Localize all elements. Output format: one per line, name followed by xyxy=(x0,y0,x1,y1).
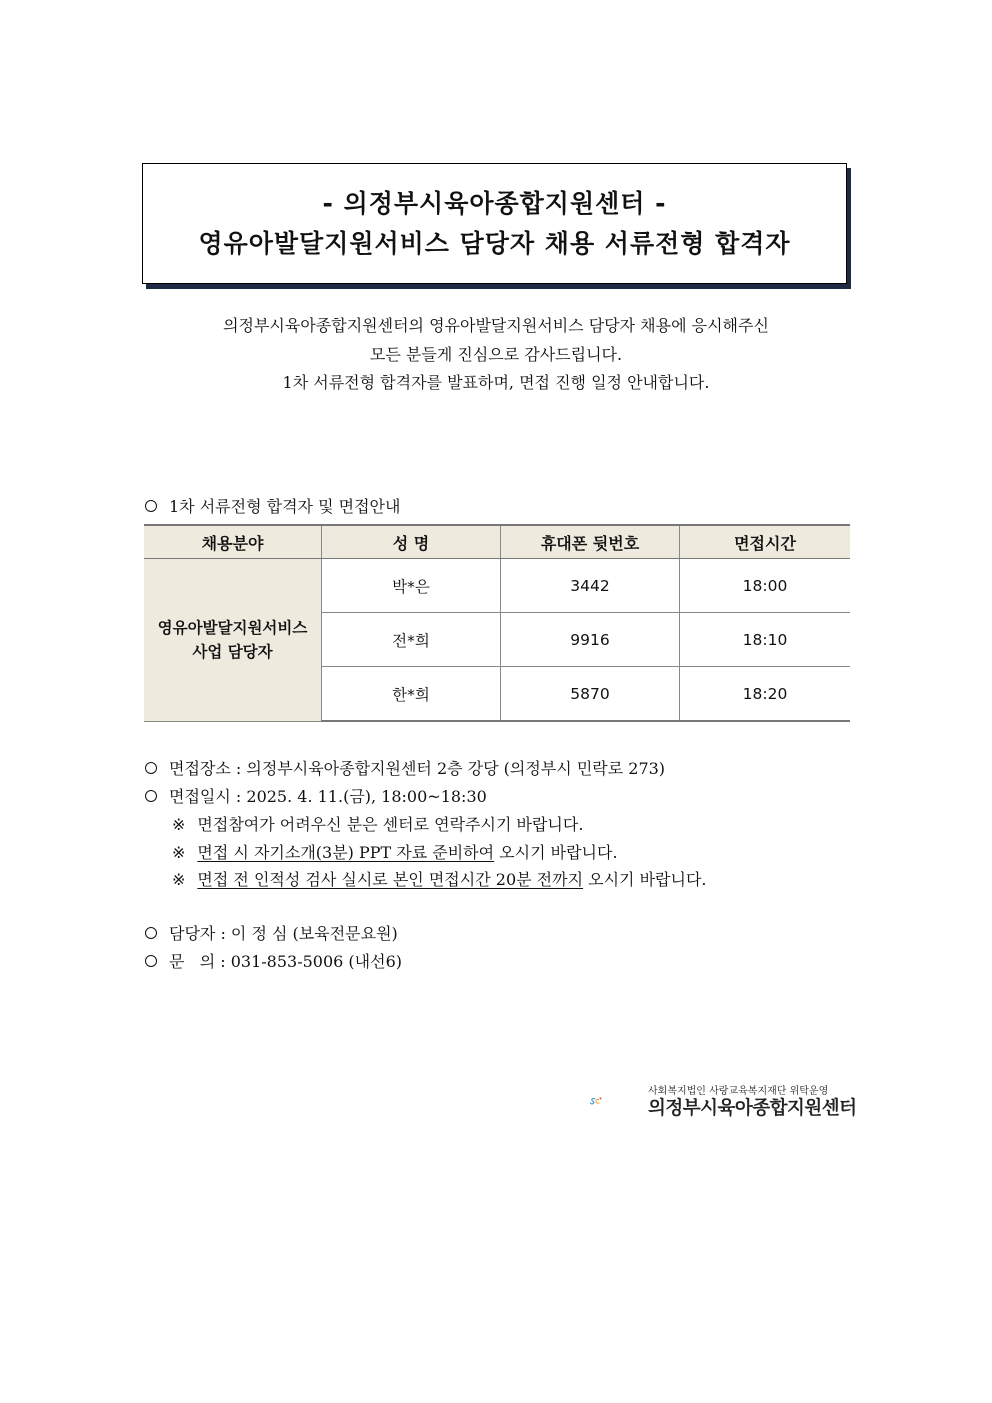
header-phone: 휴대폰 뒷번호 xyxy=(501,525,680,559)
phone-cell: 9916 xyxy=(501,613,680,667)
circle-bullet-icon xyxy=(145,927,157,939)
intro-line-3: 1차 서류전형 합격자를 발표하며, 면접 진행 일정 안내합니다. xyxy=(282,373,710,392)
table-row xyxy=(144,559,850,613)
name-cell: 한*희 xyxy=(322,667,501,722)
name-cell: 전*희 xyxy=(322,613,501,667)
section-heading xyxy=(145,494,400,517)
result-table xyxy=(144,524,850,722)
circle-bullet-icon xyxy=(145,762,157,774)
phone-cell: 5870 xyxy=(501,667,680,722)
contact-person xyxy=(145,921,398,944)
interview-place xyxy=(145,756,665,779)
field-line-2: 사업 담당자 xyxy=(192,642,273,661)
note-3-rest: 오시기 바랍니다. xyxy=(583,870,707,889)
circle-bullet-icon xyxy=(145,500,157,512)
header-time: 면접시간 xyxy=(680,525,851,559)
time-cell: 18:10 xyxy=(680,613,851,667)
note-2-rest: 오시기 바랍니다. xyxy=(494,843,618,862)
note-3 xyxy=(172,867,706,890)
note-1-text: 면접참여가 어려우신 분은 센터로 연락주시기 바랍니다. xyxy=(197,815,584,834)
contact-inquiry-text: 문 의 : 031-853-5006 (내선6) xyxy=(169,952,403,971)
section-heading-text: 1차 서류전형 합격자 및 면접안내 xyxy=(169,497,401,516)
title-line-1: - 의정부시육아종합지원센터 - xyxy=(322,188,667,218)
intro-line-2: 모든 분들게 진심으로 감사드립니다. xyxy=(369,344,623,364)
circle-bullet-icon xyxy=(145,955,157,967)
title-line-2: 영유아발달지원서비스 담당자 채용 서류전형 합격자 xyxy=(198,228,791,258)
field-line-1: 영유아발달지원서비스 xyxy=(157,618,308,637)
circle-bullet-icon xyxy=(145,790,157,802)
field-cell xyxy=(144,559,322,722)
title-box xyxy=(142,163,847,284)
contact-person-text: 담당자 : 이 정 심 (보육전문요원) xyxy=(169,924,398,943)
intro-text xyxy=(140,312,852,398)
reference-mark-icon: ※ xyxy=(172,843,186,862)
interview-place-text: 면접장소 : 의정부시육아종합지원센터 2층 강당 (의정부시 민락로 273) xyxy=(169,759,666,778)
reference-mark-icon: ※ xyxy=(172,815,186,834)
time-cell: 18:00 xyxy=(680,559,851,613)
phone-cell: 3442 xyxy=(501,559,680,613)
interview-date xyxy=(145,784,487,807)
reference-mark-icon: ※ xyxy=(172,870,186,889)
logo-subtitle: 사회복지법인 사랑교육복지재단 위탁운영 xyxy=(648,1086,829,1097)
note-2-underlined: 면접 시 자기소개(3분) PPT 자료 준비하여 xyxy=(197,843,495,862)
time-cell: 18:20 xyxy=(680,667,851,722)
table-header-row xyxy=(144,525,850,559)
note-1 xyxy=(172,812,583,835)
header-name: 성 명 xyxy=(322,525,501,559)
header-field: 채용분야 xyxy=(144,525,322,559)
name-cell: 박*은 xyxy=(322,559,501,613)
interview-date-text: 면접일시 : 2025. 4. 11.(금), 18:00~18:30 xyxy=(169,787,487,806)
contact-inquiry xyxy=(145,949,402,972)
intro-line-1: 의정부시육아종합지원센터의 영유아발달지원서비스 담당자 채용에 응시해주신 xyxy=(223,316,769,335)
note-3-underlined: 면접 전 인적성 검사 실시로 본인 면접시간 20분 전까지 xyxy=(197,870,584,889)
center-logo-icon xyxy=(590,1082,648,1120)
note-2 xyxy=(172,840,618,863)
logo-name: 의정부시육아종합지원센터 xyxy=(648,1098,857,1119)
